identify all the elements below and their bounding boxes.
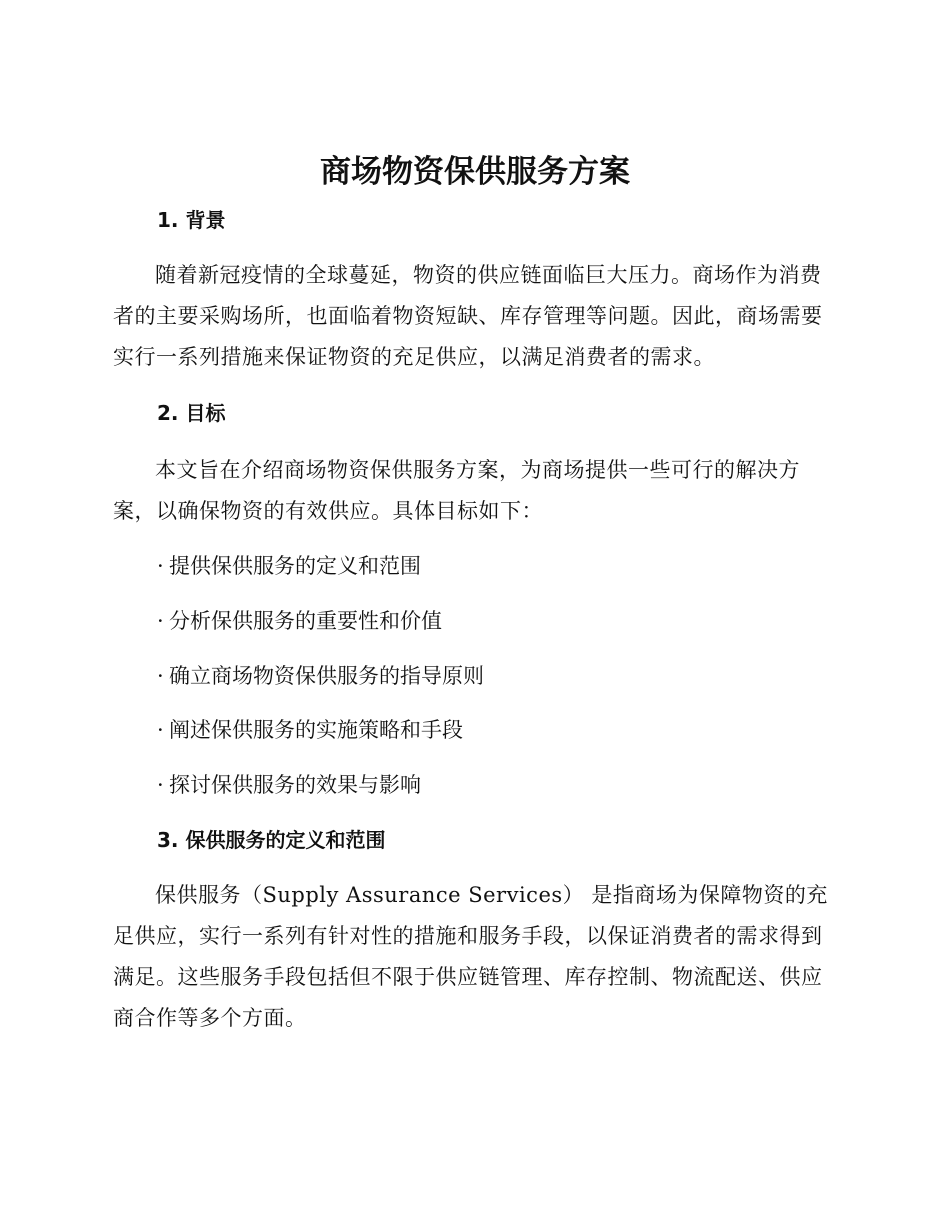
list-item	[157, 606, 442, 636]
bullet-marker: ·	[157, 554, 164, 578]
list-item-text: 分析保供服务的重要性和价值	[169, 609, 442, 633]
list-item	[157, 551, 421, 581]
list-item	[157, 661, 484, 691]
section-paragraph-background: 随着新冠疫情的全球蔓延，物资的供应链面临巨大压力。商场作为消费者的主要采购场所，也面临着物资短缺、库存管理等问题。因此，商场需要实行一系列措施来保证物资的充足供应，以满足消费者的需求。	[113, 263, 823, 369]
list-item-text: 确立商场物资保供服务的指导原则	[169, 664, 484, 688]
bullet-marker: ·	[157, 609, 164, 633]
section-paragraph-definition: 保供服务（Supply Assurance Services） 是指商场为保障物资的充足供应，实行一系列有针对性的措施和服务手段，以保证消费者的需求得到满足。这些服务手段包括但不限于供应链管理、库存控制、物流配送、供应商合作等多个方面。	[113, 883, 828, 1030]
section-paragraph-goals: 本文旨在介绍商场物资保供服务方案，为商场提供一些可行的解决方案，以确保物资的有效供应。具体目标如下：	[113, 458, 800, 523]
list-item-text: 探讨保供服务的效果与影响	[169, 773, 421, 797]
list-item	[157, 770, 421, 800]
list-item-text: 提供保供服务的定义和范围	[169, 554, 421, 578]
section-heading-goals: 2. 目标	[157, 401, 226, 425]
list-item	[157, 715, 463, 745]
bullet-marker: ·	[157, 664, 164, 688]
section-heading-definition: 3. 保供服务的定义和范围	[157, 828, 386, 852]
page-title: 商场物资保供服务方案	[320, 154, 630, 190]
bullet-marker: ·	[157, 718, 164, 742]
bullet-marker: ·	[157, 773, 164, 797]
list-item-text: 阐述保供服务的实施策略和手段	[169, 718, 463, 742]
section-heading-background: 1. 背景	[157, 208, 226, 232]
